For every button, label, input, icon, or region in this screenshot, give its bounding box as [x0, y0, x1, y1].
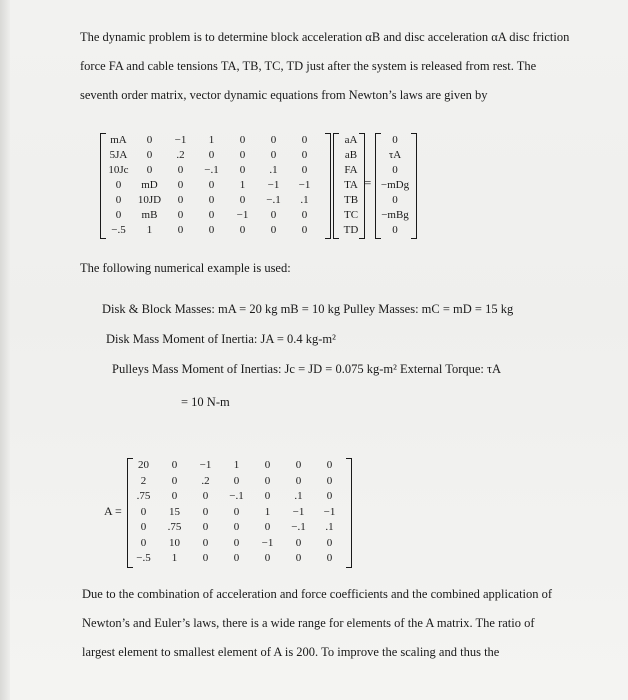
- inertia-line: Disk Mass Moment of Inertia: JA = 0.4 kg-m²: [106, 332, 336, 346]
- symbolic-matrix-cell: −.5: [111, 224, 126, 236]
- symbolic-matrix-cell: 0: [270, 134, 277, 146]
- symbolic-matrix-cell: 1: [208, 134, 215, 146]
- symbolic-matrix-cell: mA: [110, 134, 127, 146]
- a-matrix-cell: 0: [295, 552, 302, 564]
- a-matrix-cell: 1: [171, 552, 178, 564]
- a-matrix-cell: .75: [167, 521, 182, 533]
- symbolic-matrix-cell: 1: [146, 224, 153, 236]
- unknown-vector-cell: TC: [343, 209, 359, 221]
- closing-line: largest element to smallest element of A is 200. To improve the scaling and thus the: [82, 645, 500, 659]
- symbolic-matrix-cell: −1: [298, 179, 311, 191]
- a-matrix-cell: 0: [326, 474, 333, 487]
- closing-paragraph: [82, 580, 602, 667]
- symbolic-matrix-cell: 0: [146, 134, 153, 146]
- unknown-vector-cell: TB: [343, 194, 359, 206]
- symbolic-matrix-cell: 0: [146, 149, 153, 161]
- symbolic-matrix-cell: .1: [300, 194, 309, 206]
- unknown-vector-cell: FA: [344, 164, 358, 176]
- a-matrix-cell: .1: [294, 490, 303, 502]
- torque-value: = 10 N-m: [181, 395, 230, 409]
- a-matrix-cell: .1: [325, 521, 334, 533]
- equation-equals-sign: =: [364, 175, 372, 190]
- symbolic-matrix-cell: 0: [270, 149, 277, 161]
- numeric-a-matrix: [128, 458, 353, 573]
- symbolic-matrix-cell: 10Jc: [108, 164, 129, 176]
- a-matrix-cell: −1: [199, 459, 212, 471]
- symbolic-matrix-cell: .2: [176, 149, 185, 161]
- unknown-vector-cell: aB: [344, 149, 358, 161]
- intro-paragraph: [80, 23, 600, 110]
- symbolic-matrix-cell: 0: [115, 194, 122, 206]
- a-matrix-cell: .2: [201, 474, 210, 487]
- a-matrix-cell: −1: [292, 505, 305, 518]
- a-matrix-cell: 0: [202, 536, 209, 549]
- a-matrix-cell: 1: [264, 505, 271, 518]
- a-matrix-cell: 0: [171, 459, 178, 471]
- a-matrix-cell: 0: [326, 552, 333, 564]
- symbolic-matrix-cell: 0: [301, 134, 308, 146]
- a-matrix-cell: 0: [233, 536, 240, 549]
- intro-line: seventh order matrix, vector dynamic equations from Newton’s laws are given by: [80, 88, 488, 102]
- rhs-vector-cell: 0: [392, 224, 398, 236]
- a-matrix-cell: 2: [140, 474, 147, 487]
- a-matrix-cell: 0: [264, 459, 271, 471]
- symbolic-matrix-cell: mD: [141, 179, 158, 191]
- a-matrix-cell: .75: [136, 490, 151, 502]
- a-matrix-cell: 0: [264, 474, 271, 487]
- numerical-heading: The following numerical example is used:: [80, 261, 291, 275]
- symbolic-matrix-cell: 0: [177, 209, 184, 221]
- symbolic-matrix-cell: 0: [301, 224, 308, 236]
- a-matrix-cell: 0: [140, 536, 147, 549]
- symbolic-matrix-cell: 0: [177, 164, 184, 176]
- pulley-inertia-line: Pulleys Mass Moment of Inertias: Jc = JD = 0.075 kg-m² External Torque: τA: [112, 362, 502, 376]
- a-matrix-cell: 0: [326, 536, 333, 549]
- a-matrix-right-bracket: [346, 458, 352, 568]
- symbolic-matrix-cell: 0: [208, 209, 215, 221]
- symbolic-matrix-cell: 0: [177, 224, 184, 236]
- symbolic-matrix-cell: 0: [177, 194, 184, 206]
- symbolic-matrix-cell: 10JD: [137, 194, 162, 206]
- symbolic-matrix-cell: 0: [239, 194, 246, 206]
- a-matrix-cell: 0: [233, 552, 240, 564]
- rhs-vector-cell: 0: [392, 194, 398, 206]
- rhs-vector-cell: −mDg: [380, 179, 410, 191]
- symbolic-matrix-cell: 0: [146, 164, 153, 176]
- a-matrix-cell: 0: [233, 474, 240, 487]
- symbolic-coefficient-matrix: [103, 133, 333, 243]
- symbolic-matrix-cell: 0: [208, 224, 215, 236]
- intro-line: force FA and cable tensions TA, TB, TC, TD just after the system is released from rest. The: [80, 59, 537, 73]
- symbolic-matrix-cell: 0: [239, 224, 246, 236]
- a-matrix-cell: 0: [202, 505, 209, 518]
- a-matrix-cell: −.1: [229, 490, 244, 502]
- symbolic-matrix-cell: 0: [239, 149, 246, 161]
- a-matrix-cell: 0: [171, 490, 178, 502]
- unknown-vector-cell: TA: [344, 179, 358, 191]
- a-matrix-cell: 0: [264, 521, 271, 533]
- symbolic-matrix-cell: 0: [301, 164, 308, 176]
- rhs-vector-cell: τA: [388, 149, 402, 161]
- symbolic-matrix-cell: −1: [236, 209, 249, 221]
- a-matrix-cell: 0: [326, 459, 333, 471]
- a-matrix-cell: 0: [326, 490, 333, 502]
- symbolic-matrix-cell: mB: [141, 209, 158, 221]
- symbolic-matrix-cell: 1: [239, 179, 246, 191]
- symbolic-matrix-cell: 0: [177, 179, 184, 191]
- a-matrix-cell: 0: [295, 459, 302, 471]
- symbolic-matrix-cell: 0: [115, 209, 122, 221]
- a-matrix-cell: 0: [295, 536, 302, 549]
- symbolic-matrix-cell: −1: [267, 179, 280, 191]
- a-matrix-cell: 1: [233, 459, 240, 471]
- symbolic-matrix-cell: 0: [239, 164, 246, 176]
- a-matrix-cell: −.1: [291, 521, 306, 533]
- symbolic-matrix-cell: 0: [115, 179, 122, 191]
- a-matrix-cell: 0: [264, 490, 271, 502]
- a-matrix-cell: 0: [233, 521, 240, 533]
- symbolic-matrix-cell: 0: [301, 209, 308, 221]
- a-matrix-cell: 20: [138, 459, 149, 471]
- masses-line: Disk & Block Masses: mA = 20 kg mB = 10 kg Pulley Masses: mC = mD = 15 kg: [102, 302, 514, 316]
- closing-line: Due to the combination of acceleration and force coefficients and the combined application of: [82, 587, 553, 601]
- a-matrix-cell: 0: [202, 552, 209, 564]
- a-matrix-cell: −1: [261, 536, 274, 549]
- a-matrix-label: A =: [104, 504, 122, 518]
- symbolic-matrix-cell: 0: [208, 179, 215, 191]
- a-matrix-cell: 0: [202, 490, 209, 502]
- a-matrix-cell: 0: [202, 521, 209, 533]
- symbolic-matrix-cell: −.1: [266, 194, 281, 206]
- symbolic-matrix-cell: 0: [270, 224, 277, 236]
- symbolic-matrix-cell: 5JA: [109, 149, 128, 161]
- symbolic-matrix-cell: −1: [174, 134, 187, 146]
- symbolic-matrix-cell: .1: [269, 164, 278, 176]
- symbolic-matrix-cell: 0: [208, 194, 215, 206]
- a-matrix-cell: 0: [295, 474, 302, 487]
- rhs-vector-cell: 0: [392, 164, 398, 176]
- a-matrix-cell: −.5: [136, 552, 151, 564]
- a-matrix-cell: 0: [140, 505, 147, 518]
- symbolic-matrix-cell: 0: [208, 149, 215, 161]
- a-matrix-cell: −1: [323, 505, 336, 518]
- a-matrix-cell: 0: [233, 505, 240, 518]
- symbolic-matrix-right-bracket: [325, 133, 331, 239]
- a-matrix-left-bracket: [127, 458, 133, 568]
- a-matrix-cell: 0: [171, 474, 178, 487]
- a-matrix-cell: 0: [264, 552, 271, 564]
- closing-line: Newton’s and Euler’s laws, there is a wide range for elements of the A matrix. The ratio of: [82, 616, 535, 630]
- page-shadow-edge: [0, 0, 10, 700]
- rhs-vector-cell: 0: [392, 134, 398, 146]
- intro-line: The dynamic problem is to determine block acceleration αB and disc acceleration αA disc friction: [80, 30, 570, 44]
- unknown-vector-cell: aA: [344, 134, 358, 146]
- a-matrix-cell: 15: [169, 505, 180, 518]
- unknown-vector-left-bracket: [333, 133, 339, 239]
- symbolic-matrix-cell: 0: [270, 209, 277, 221]
- symbolic-matrix-cell: −.1: [204, 164, 219, 176]
- symbolic-matrix-cell: 0: [239, 134, 246, 146]
- a-matrix-cell: 0: [140, 521, 147, 533]
- rhs-vector-left-bracket: [375, 133, 381, 239]
- rhs-vector-cell: −mBg: [381, 209, 409, 221]
- symbolic-matrix-left-bracket: [100, 133, 106, 239]
- a-matrix-cell: 10: [169, 536, 180, 549]
- symbolic-matrix-cell: 0: [301, 149, 308, 161]
- unknown-vector-cell: TD: [343, 224, 359, 236]
- rhs-vector-right-bracket: [411, 133, 417, 239]
